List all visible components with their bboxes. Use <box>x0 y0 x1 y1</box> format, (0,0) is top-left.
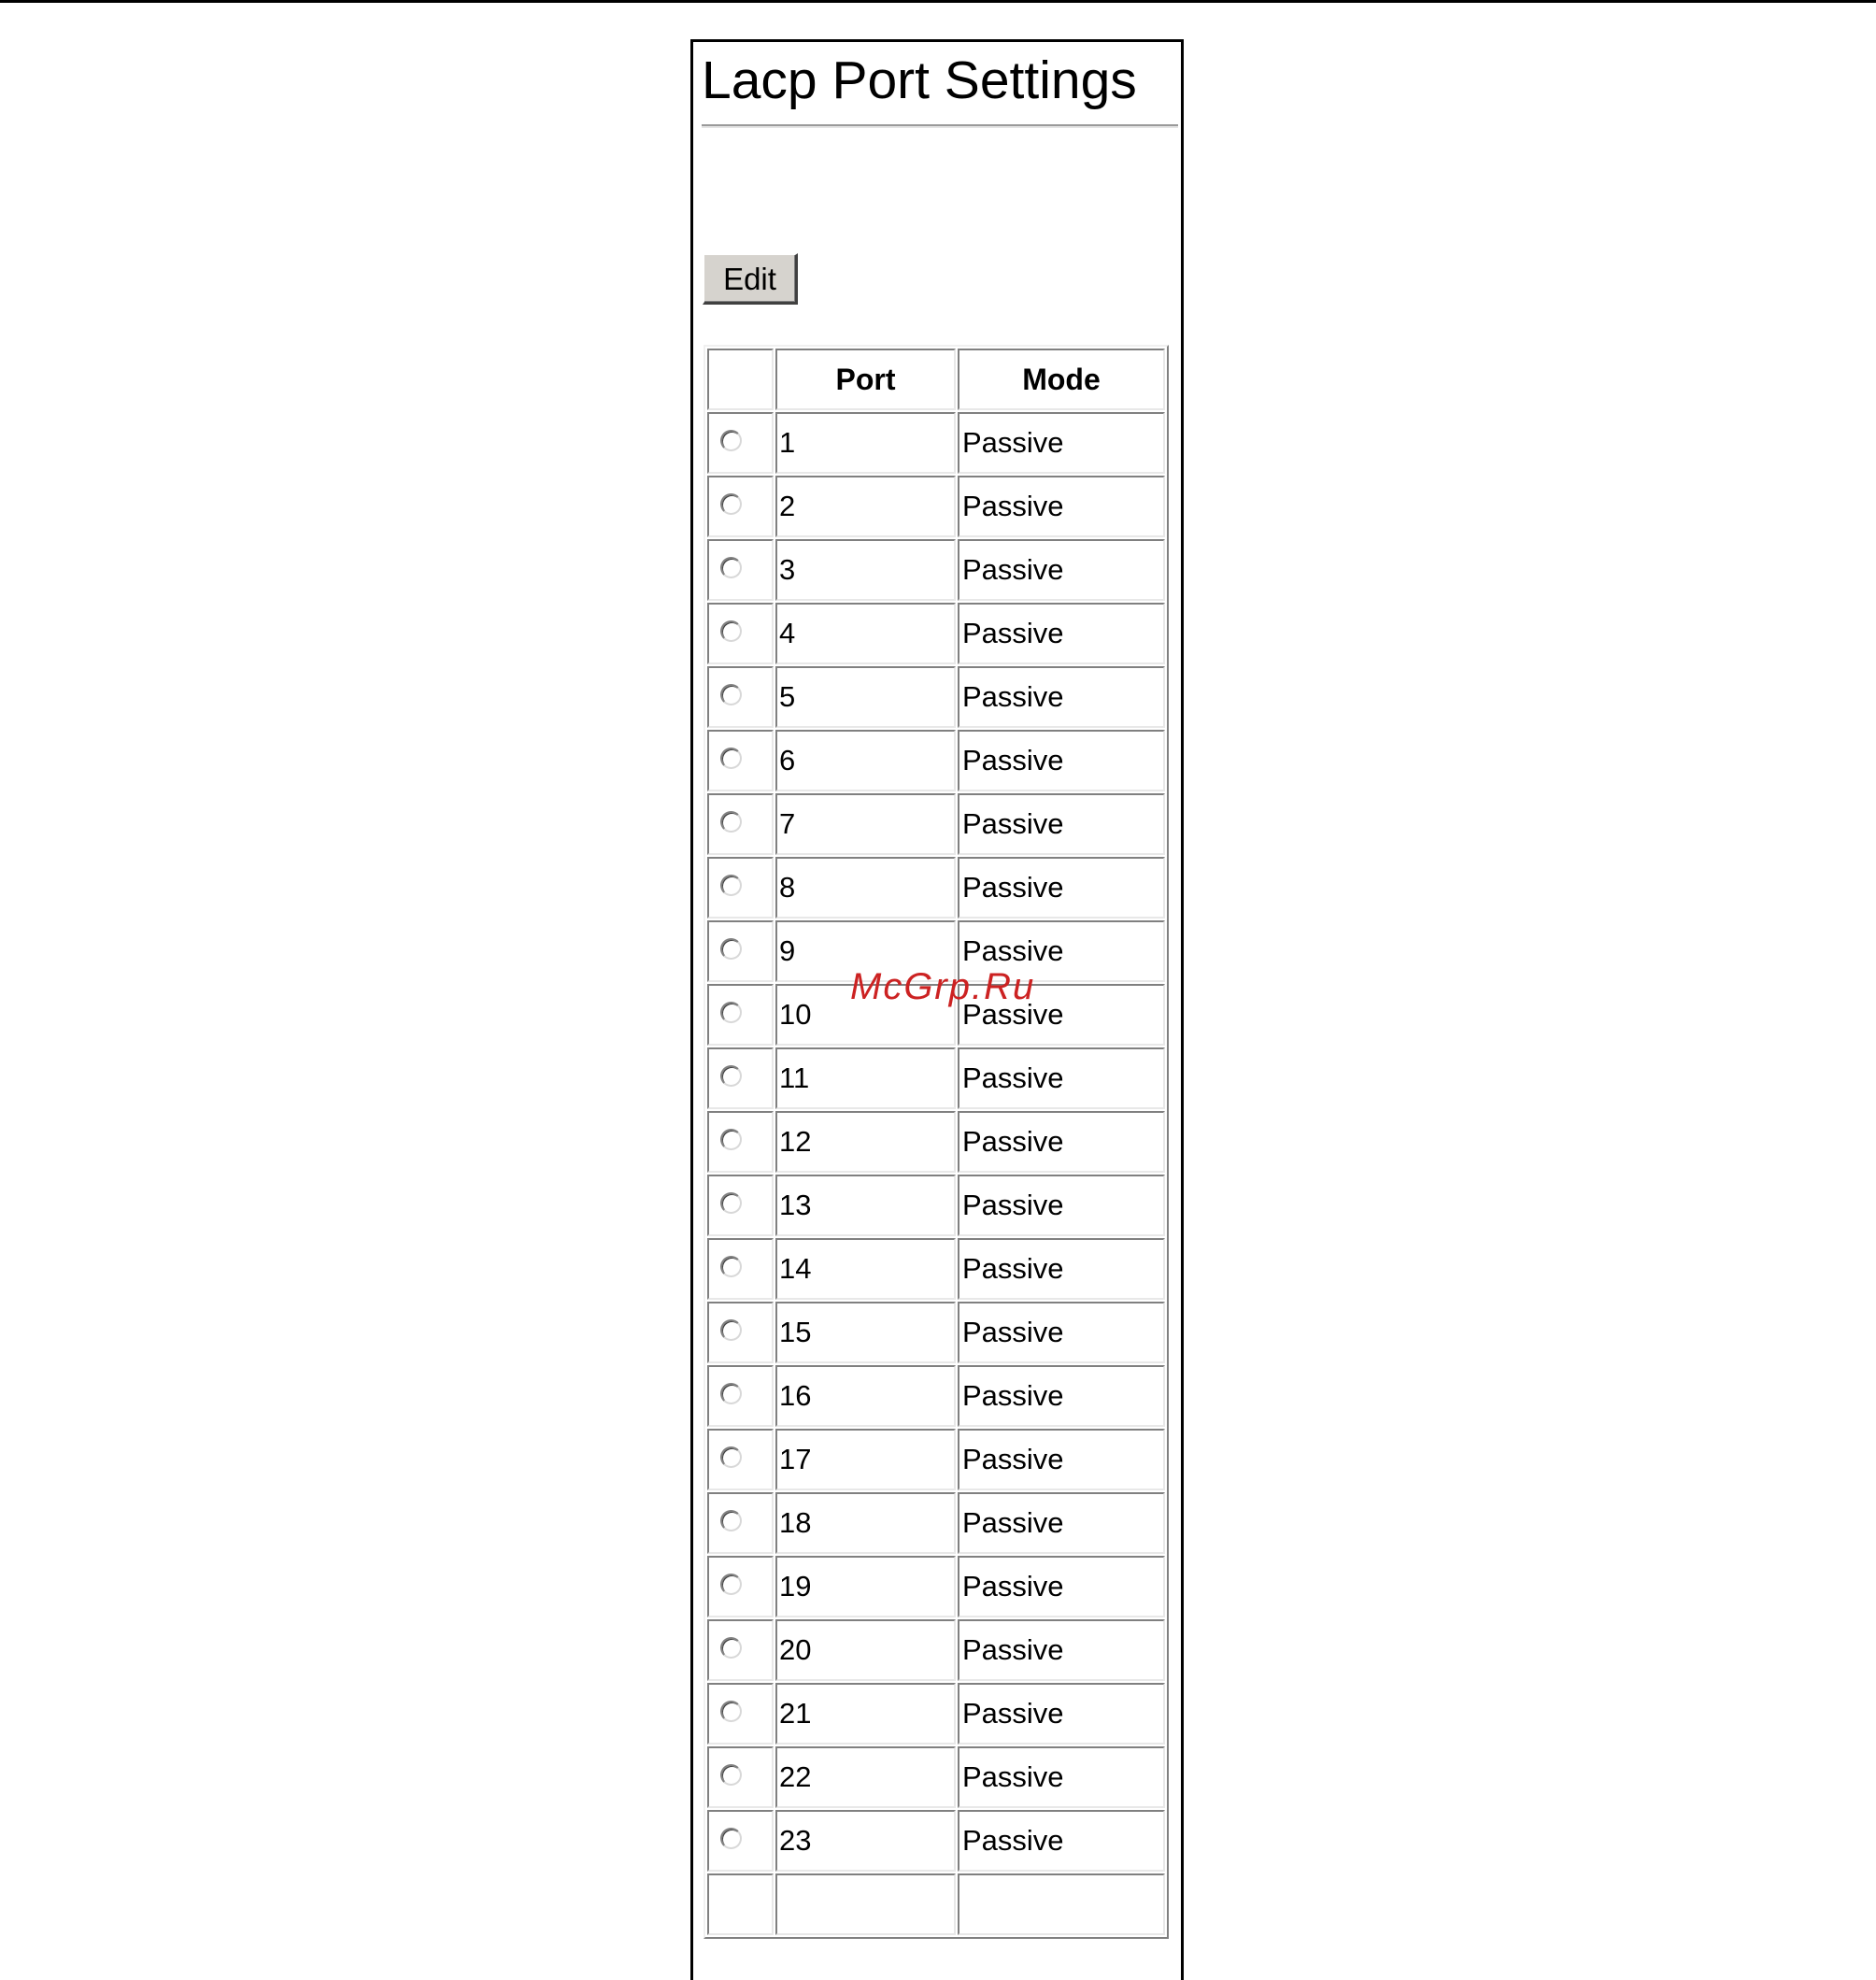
port-cell: 10 <box>775 984 956 1046</box>
port-radio[interactable] <box>720 938 742 960</box>
mode-cell: Passive <box>958 793 1165 855</box>
port-radio[interactable] <box>720 1446 742 1468</box>
row-select-cell <box>707 1302 774 1363</box>
mode-cell: Passive <box>958 1810 1165 1872</box>
header-port: Port <box>775 349 956 410</box>
port-radio[interactable] <box>720 1002 742 1023</box>
port-cell: 17 <box>775 1429 956 1490</box>
port-cell: 9 <box>775 920 956 982</box>
mode-cell: Passive <box>958 603 1165 664</box>
port-cell: 20 <box>775 1619 956 1681</box>
table-row <box>707 1873 1165 1935</box>
table-row <box>707 412 1165 474</box>
page-title: Lacp Port Settings <box>702 50 1137 110</box>
row-select-cell <box>707 1429 774 1490</box>
table-row <box>707 666 1165 728</box>
row-select-cell <box>707 1873 774 1935</box>
table-row <box>707 539 1165 601</box>
row-select-cell <box>707 984 774 1046</box>
mode-cell: Passive <box>958 1047 1165 1109</box>
mode-cell: Passive <box>958 1492 1165 1554</box>
port-cell: 12 <box>775 1111 956 1173</box>
port-cell: 1 <box>775 412 956 474</box>
table-row <box>707 793 1165 855</box>
table-row <box>707 1302 1165 1363</box>
port-cell: 22 <box>775 1746 956 1808</box>
mode-cell: Passive <box>958 984 1165 1046</box>
port-radio[interactable] <box>720 1637 742 1659</box>
table-row <box>707 1683 1165 1745</box>
table-row <box>707 1810 1165 1872</box>
port-radio[interactable] <box>720 684 742 705</box>
row-select-cell <box>707 1047 774 1109</box>
port-cell: 5 <box>775 666 956 728</box>
table-row <box>707 1365 1165 1427</box>
port-radio[interactable] <box>720 620 742 642</box>
row-select-cell <box>707 1619 774 1681</box>
mode-cell: Passive <box>958 1365 1165 1427</box>
header-select <box>707 349 774 410</box>
row-select-cell <box>707 1175 774 1236</box>
mode-cell: Passive <box>958 1683 1165 1745</box>
port-radio[interactable] <box>720 1701 742 1722</box>
row-select-cell <box>707 476 774 537</box>
port-radio[interactable] <box>720 1383 742 1404</box>
mode-cell: Passive <box>958 412 1165 474</box>
port-radio[interactable] <box>720 1828 742 1849</box>
port-radio[interactable] <box>720 875 742 896</box>
mode-cell: Passive <box>958 539 1165 601</box>
mode-cell: Passive <box>958 730 1165 791</box>
header-mode: Mode <box>958 349 1165 410</box>
port-cell: 23 <box>775 1810 956 1872</box>
mode-cell: Passive <box>958 1556 1165 1617</box>
row-select-cell <box>707 1556 774 1617</box>
port-cell: 21 <box>775 1683 956 1745</box>
row-select-cell <box>707 412 774 474</box>
table-row <box>707 1746 1165 1808</box>
port-cell: 7 <box>775 793 956 855</box>
port-radio[interactable] <box>720 1764 742 1786</box>
row-select-cell <box>707 1810 774 1872</box>
port-radio[interactable] <box>720 1192 742 1214</box>
mode-cell: Passive <box>958 857 1165 919</box>
port-cell: 11 <box>775 1047 956 1109</box>
port-table <box>704 345 1169 1939</box>
table-row <box>707 1238 1165 1300</box>
row-select-cell <box>707 539 774 601</box>
table-header-row <box>707 349 1165 410</box>
table-row <box>707 857 1165 919</box>
mode-cell <box>958 1873 1165 1935</box>
table-row <box>707 603 1165 664</box>
table-row <box>707 730 1165 791</box>
mode-cell: Passive <box>958 1175 1165 1236</box>
top-rule <box>0 0 1876 3</box>
mode-cell: Passive <box>958 1238 1165 1300</box>
port-cell: 3 <box>775 539 956 601</box>
port-radio[interactable] <box>720 1065 742 1087</box>
table-row <box>707 1619 1165 1681</box>
port-cell: 15 <box>775 1302 956 1363</box>
port-radio[interactable] <box>720 1574 742 1595</box>
row-select-cell <box>707 920 774 982</box>
mode-cell: Passive <box>958 1746 1165 1808</box>
row-select-cell <box>707 1238 774 1300</box>
port-radio[interactable] <box>720 811 742 833</box>
port-radio[interactable] <box>720 493 742 515</box>
row-select-cell <box>707 603 774 664</box>
table-row <box>707 476 1165 537</box>
row-select-cell <box>707 1111 774 1173</box>
row-select-cell <box>707 730 774 791</box>
port-cell: 4 <box>775 603 956 664</box>
row-select-cell <box>707 793 774 855</box>
port-radio[interactable] <box>720 1129 742 1150</box>
port-cell: 2 <box>775 476 956 537</box>
edit-button[interactable]: Edit <box>703 253 798 305</box>
watermark: McGrp.Ru <box>850 966 1036 1007</box>
lacp-port-settings-panel <box>690 39 1184 1980</box>
port-radio[interactable] <box>720 748 742 769</box>
port-radio[interactable] <box>720 1510 742 1531</box>
row-select-cell <box>707 1492 774 1554</box>
port-cell: 14 <box>775 1238 956 1300</box>
port-radio[interactable] <box>720 430 742 451</box>
table-row <box>707 1111 1165 1173</box>
title-divider <box>702 124 1178 128</box>
port-radio[interactable] <box>720 557 742 578</box>
mode-cell: Passive <box>958 1429 1165 1490</box>
port-cell: 8 <box>775 857 956 919</box>
row-select-cell <box>707 666 774 728</box>
table-row <box>707 1175 1165 1236</box>
mode-cell: Passive <box>958 1302 1165 1363</box>
table-body <box>707 412 1165 1935</box>
port-cell: 19 <box>775 1556 956 1617</box>
table-row <box>707 1429 1165 1490</box>
mode-cell: Passive <box>958 1619 1165 1681</box>
port-radio[interactable] <box>720 1319 742 1341</box>
port-cell: 18 <box>775 1492 956 1554</box>
row-select-cell <box>707 1365 774 1427</box>
row-select-cell <box>707 1746 774 1808</box>
port-cell: 16 <box>775 1365 956 1427</box>
mode-cell: Passive <box>958 920 1165 982</box>
port-cell: 13 <box>775 1175 956 1236</box>
table-row <box>707 1556 1165 1617</box>
port-radio[interactable] <box>720 1256 742 1277</box>
row-select-cell <box>707 1683 774 1745</box>
mode-cell: Passive <box>958 666 1165 728</box>
table-row <box>707 1047 1165 1109</box>
mode-cell: Passive <box>958 476 1165 537</box>
port-cell <box>775 1873 956 1935</box>
mode-cell: Passive <box>958 1111 1165 1173</box>
row-select-cell <box>707 857 774 919</box>
port-cell: 6 <box>775 730 956 791</box>
table-row <box>707 1492 1165 1554</box>
